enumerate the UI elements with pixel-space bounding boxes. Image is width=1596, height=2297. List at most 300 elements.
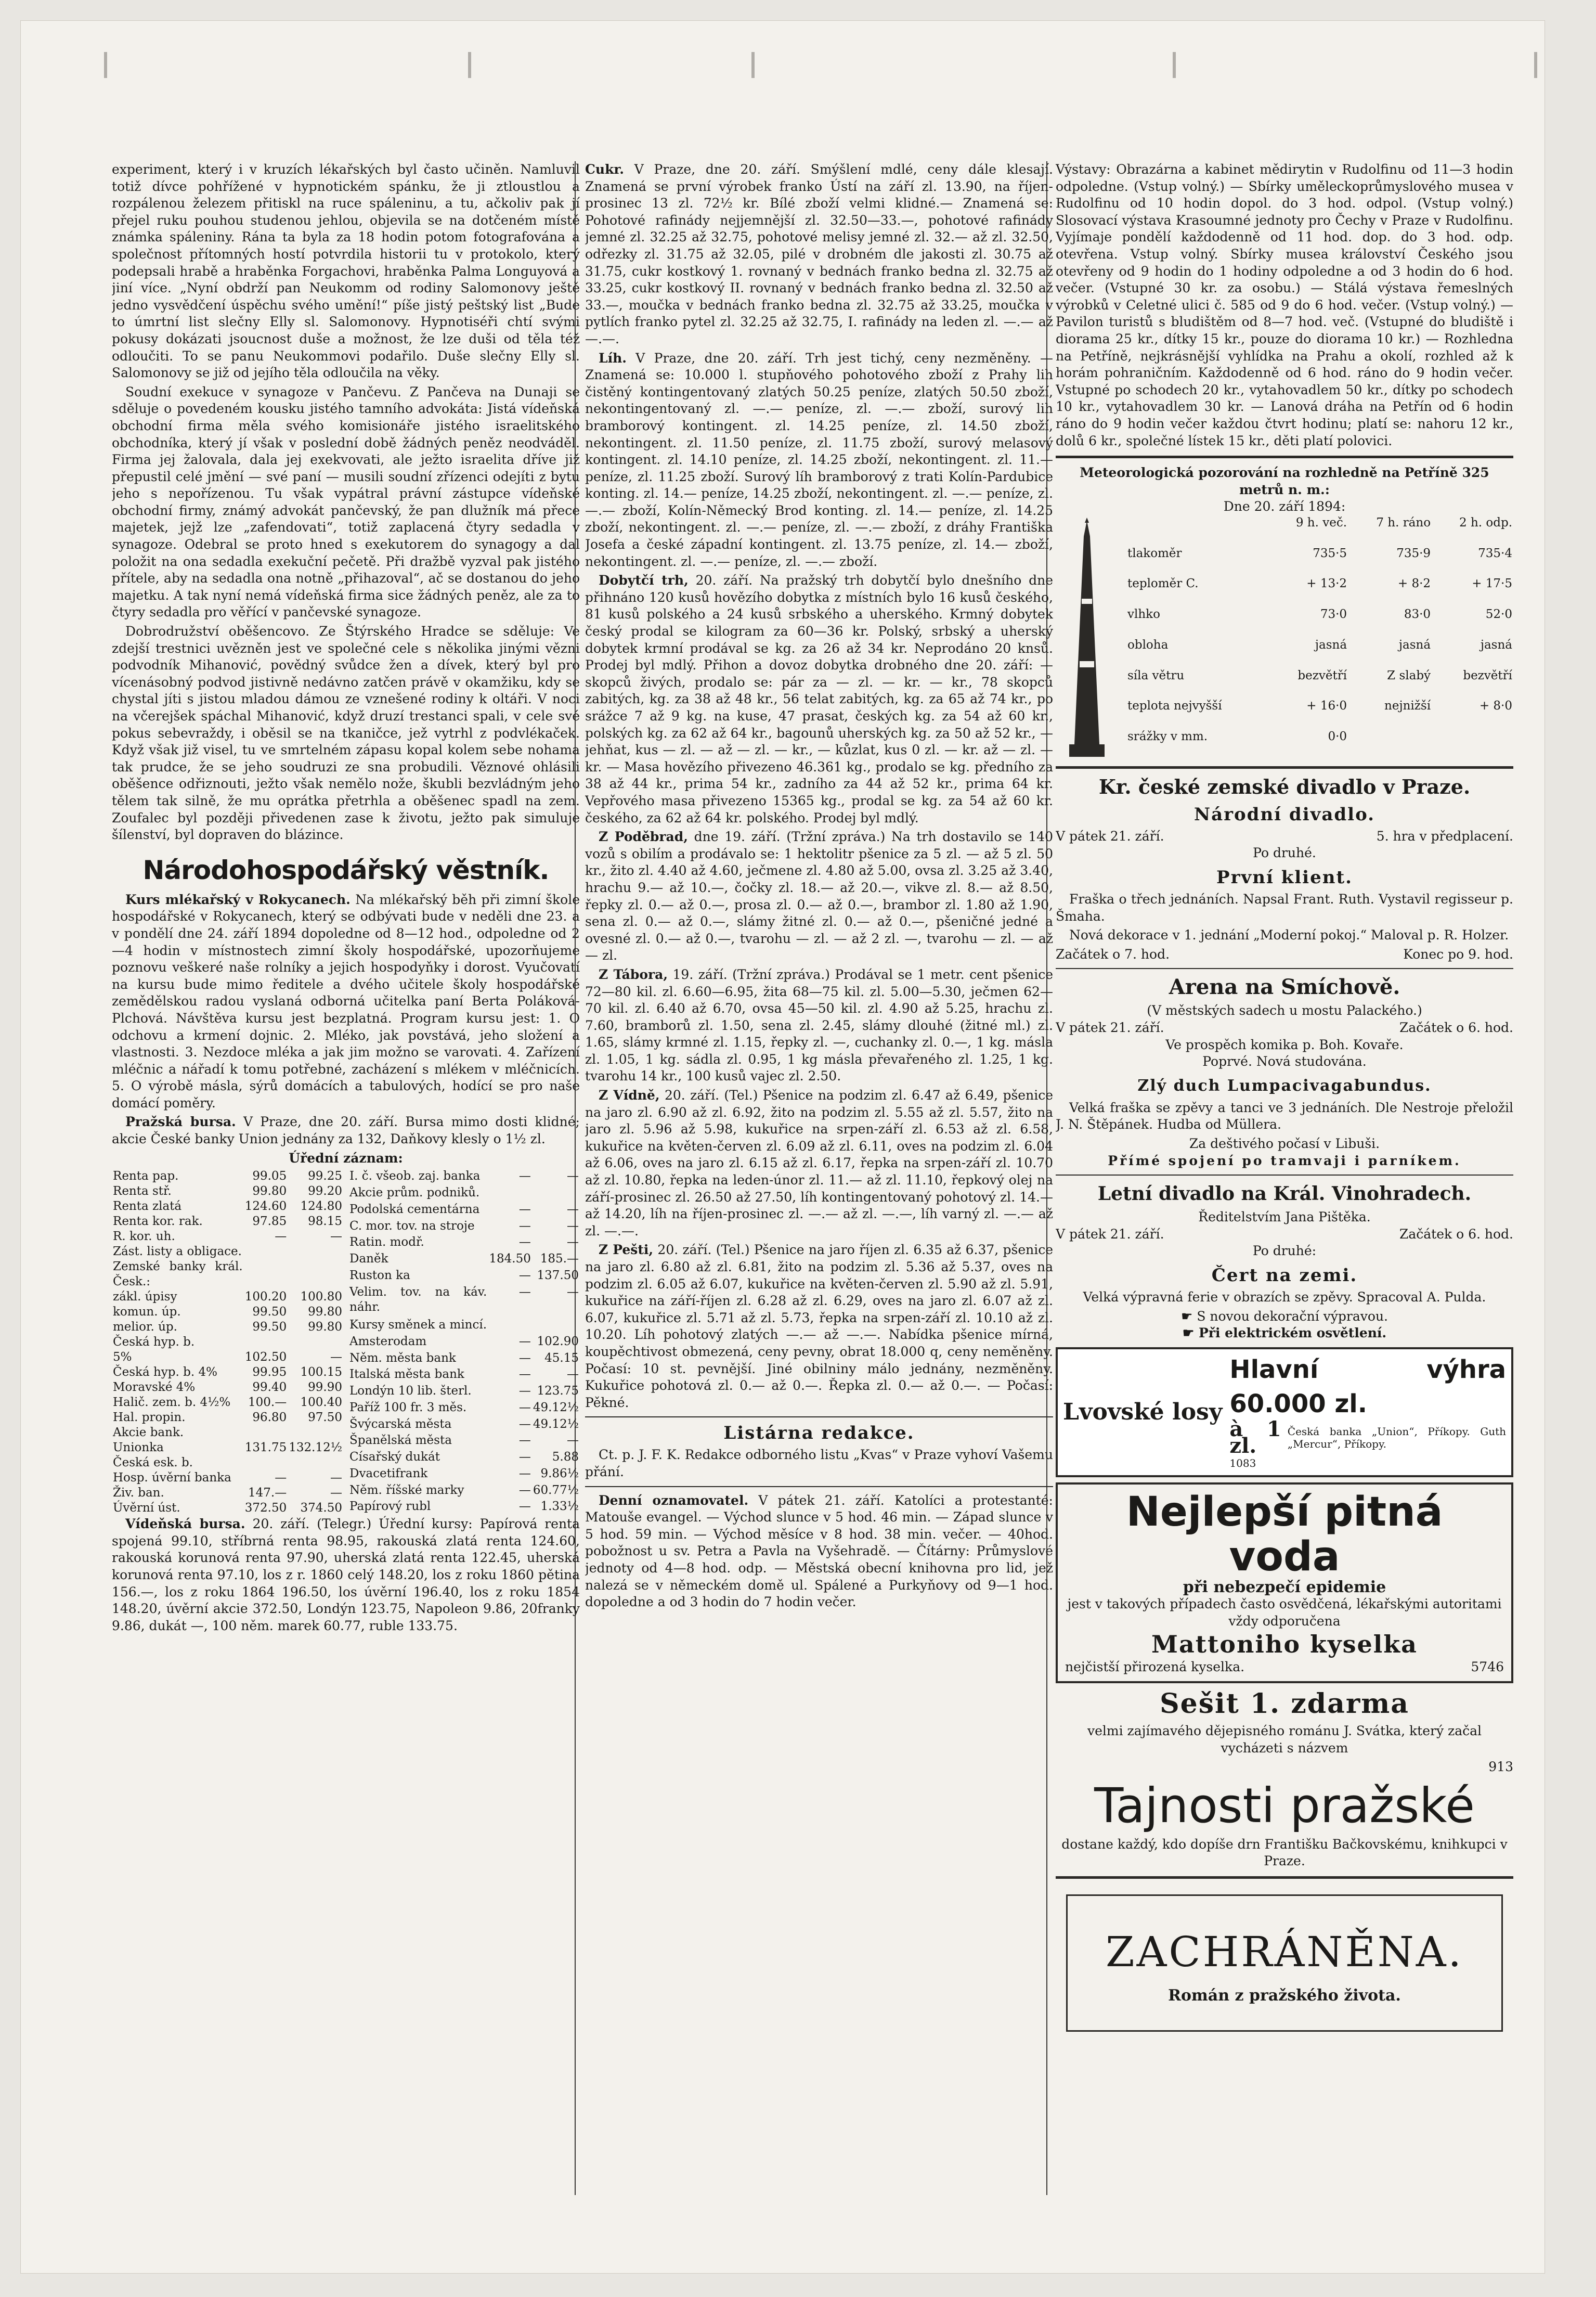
row-value: — xyxy=(518,1202,531,1216)
bursa-row xyxy=(112,1289,343,1305)
bursa-row xyxy=(112,1395,343,1410)
row-label: Císařský dukát xyxy=(349,1450,440,1464)
row-value xyxy=(532,1318,580,1334)
row-label: Podolská cementárna xyxy=(349,1202,480,1216)
row-label: vlhko xyxy=(1127,608,1160,622)
start-time: Začátek o 6. hod. xyxy=(1399,1226,1513,1242)
row-value: 185.— xyxy=(540,1252,579,1266)
zachranena-ad xyxy=(1066,1894,1503,2032)
row-value: 99.05 xyxy=(252,1169,287,1183)
narodni-first: Po druhé. xyxy=(1253,845,1316,861)
bursa-row xyxy=(112,1214,343,1229)
row-value: 99.40 xyxy=(252,1380,287,1395)
row-value xyxy=(244,1244,288,1259)
cert-light-text: Při elektrickém osvětlení. xyxy=(1198,1325,1387,1341)
narodni-title: Národní divadlo. xyxy=(1193,804,1376,825)
row-value: — xyxy=(567,1434,579,1448)
row-label: Moravské 4% xyxy=(113,1380,196,1395)
bursa-row xyxy=(348,1384,580,1400)
row-value: 735·4 xyxy=(1478,546,1512,560)
row-value: 123.75 xyxy=(537,1384,579,1398)
row-label: Kursy směnek a mincí. xyxy=(349,1318,487,1332)
column-2 xyxy=(585,161,1053,2195)
row-label: Renta kor. rak. xyxy=(113,1215,203,1229)
row-label: Akcie bank. xyxy=(113,1426,184,1440)
meteo-row xyxy=(1126,729,1513,760)
row-label: tlakoměr xyxy=(1127,546,1182,560)
row-label: 5% xyxy=(113,1350,132,1364)
bursa-row xyxy=(112,1380,343,1395)
row-label: Španělská města xyxy=(349,1434,452,1448)
row-label: Daněk xyxy=(349,1252,388,1266)
row-value: 9.86½ xyxy=(540,1466,579,1480)
row-label: C. mor. tov. na stroje xyxy=(349,1219,475,1233)
letni-line xyxy=(1056,1226,1513,1243)
row-label: komun. úp. xyxy=(113,1305,181,1319)
row-value: — xyxy=(518,1400,531,1414)
row-value: 99.50 xyxy=(252,1320,287,1334)
section-title: Národohospodářský věstník. xyxy=(142,855,549,885)
narodni-line xyxy=(1056,828,1513,845)
row-value: — xyxy=(518,1450,531,1464)
row-label: Hosp. úvěrní banka xyxy=(113,1471,231,1485)
date-label: V pátek 21. září. xyxy=(1056,1226,1164,1242)
sesit-text: velmi zajímavého dějepisného románu J. Svátka, který začal vycházeti s názvem xyxy=(1087,1723,1482,1756)
row-value: — xyxy=(518,1235,531,1249)
lottery-ad xyxy=(1056,1347,1513,1477)
row-value: — xyxy=(518,1384,531,1398)
lottery-sellers: Česká banka „Union“, Příkopy. Guth „Mercur“, Příkopy. xyxy=(1287,1425,1506,1451)
row-label: srážky v mm. xyxy=(1127,730,1208,744)
row-value: 100.15 xyxy=(300,1365,342,1379)
bursa-row xyxy=(348,1483,580,1500)
bursa-row xyxy=(348,1219,580,1235)
bursa-row xyxy=(348,1334,580,1351)
listarna-text: Ct. p. J. F. K. Redakce odborného listu „Kvas“ v Praze vyhoví Vašemu přání. xyxy=(585,1447,1053,1479)
voda-brand: Mattoniho kyselka xyxy=(1151,1630,1418,1659)
bursa-row xyxy=(112,1410,343,1425)
row-value xyxy=(244,1425,288,1440)
arena-novelty: Poprvé. Nová studována. xyxy=(1202,1054,1367,1069)
row-label: teploměr C. xyxy=(1127,577,1199,591)
bursa-table-left xyxy=(112,1169,343,1516)
row-label: Amsterodam xyxy=(349,1334,427,1348)
date-label: V pátek 21. září. xyxy=(1056,828,1164,844)
cukr-title: Cukr. xyxy=(585,162,624,177)
row-label: Unionka xyxy=(113,1441,164,1455)
bursa-row xyxy=(348,1450,580,1466)
row-value: + 8·2 xyxy=(1397,577,1431,591)
row-value: — xyxy=(275,1230,287,1244)
row-value: + 16·0 xyxy=(1306,699,1347,713)
bursa-row xyxy=(112,1259,343,1289)
row-label: Ruston ka xyxy=(349,1268,410,1282)
zly-text: Velká fraška se zpěvy a tanci ve 3 jednáních. Dle Nestroje přeložil J. N. Štěpánek. Hudba od Müllera. xyxy=(1056,1100,1513,1132)
bursa-row xyxy=(348,1499,580,1516)
row-value: — xyxy=(330,1471,342,1485)
row-value: — xyxy=(567,1367,579,1382)
prvni-time xyxy=(1056,946,1513,963)
row-value: 99.90 xyxy=(308,1380,342,1395)
bursa-row xyxy=(112,1229,343,1244)
letni-sub: Ředitelstvím Jana Pištěka. xyxy=(1198,1209,1371,1225)
row-value: 52·0 xyxy=(1485,608,1512,622)
row-label: teplota nejvyšší xyxy=(1127,699,1222,713)
arena-sub: (V městských sadech u mostu Palackého.) xyxy=(1147,1003,1422,1018)
start-time: Začátek o 6. hod. xyxy=(1399,1020,1513,1036)
row-label: I. č. všeob. zaj. banka xyxy=(349,1169,481,1183)
row-value: — xyxy=(518,1334,531,1348)
pest-text: 20. září. (Tel.) Pšenice na jaro říjen zl. 6.35 až 6.37, pšenice na jaro zl. 6.80 až zl. 6.81, žito na podzim zl. 5.36 až 5.37, oves na podzim zl. 6.05 až 6.07, kukuřice na květen-červen zl. 5.90 až zl. 5.91, kukuřice na září-říjen zl. 6.28 až zl. 6.29, oves na jaro zl. 6.07 až zl. 6.07, kukuřice zl. 5.71 až zl. 5.73, řepka na srpen-září zl. 10.10 až zl. 10.20. Líh pohotový zlatých —.— až —.—. Nabídka pšenice mírná, koupěchtivost obmezená, ceny pevny, obrat 18.000 q, ceny neměněny. Počasí: 10 st. pevnější. Jiné obilniny málo jednány, nezměněny. Kukuřice pohotová zl. 0.— až 0.—. Řepka zl. 0.— až 0.—. — Počasí: Pěkné. xyxy=(585,1242,1053,1410)
row-label: Zemské banky král. Česk.: xyxy=(113,1260,243,1289)
podebrad-text: dne 19. září. (Tržní zpráva.) Na trh dostavilo se 140 vozů s obilím a prodávalo se: 1 hektolitr pšenice za 5 zl. — až 5 zl. 50 kr., žito zl. 4.40 až 4.60, ječmene zl. 4.80 až 5.00, ovsa zl. 3.25 až 3.40, hrachu 9.— až 10.—, čočky zl. 18.— až 20.—, vikve zl. 8.— až 8.50, řepky zl. 0.— až 0.—, prosa zl. 0.— až 0.—, brambor zl. 1.80 až 1.90, sena zl. 0.— až 0.—, slámy žitné zl. 0.— až 0.—, pšeničné jedné a ovesné zl. 0.— až 0.—, tvarohu — zl. — až 2 zl. —, tvarohu — zl. — až — zl. xyxy=(585,829,1053,963)
bursa-row xyxy=(348,1251,580,1268)
row-value: — xyxy=(518,1466,531,1480)
row-value: — xyxy=(567,1219,579,1233)
row-value: — xyxy=(518,1483,531,1497)
bursa-row xyxy=(112,1335,343,1350)
cukr-text: V Praze, dne 20. září. Smýšlení mdlé, ceny dále klesají. Znamená se první výrobek franko Ústí na září zl. 13.90, na říjen-prosinec 13 zl. 72½ kr. Bílé zboží velmi klidné.— Znamená se: Pohotové rafinády nejjemnější zl. 32.50—33.—, pohotové rafinády jemné zl. 32.25 až 32.75, pohotové melisy jemné zl. 32.— až zl. 32.50, odřezky zl. 31.75 až 32.05, pilé v drobném dle jakosti zl. 30.75 až 31.75, cukr kostkový 1. rovnaný v bednách franko bedna zl. 32.75 až 33.25, cukr kostkový II. rovnaný v bednách franko bedna zl. 32.50 až 33.—, moučka v bednách franko bedna zl. 32.75 až 33.25, moučka v pytlích franko pytel zl. 32.25 až 32.75, I. rafinády na leden zl. —.— až —.—. xyxy=(585,162,1053,346)
sesit-title: Sešit 1. zdarma xyxy=(1160,1687,1409,1720)
divadlo-title: Kr. české zemské divadlo v Praze. xyxy=(1098,775,1471,798)
bursa-row xyxy=(348,1235,580,1251)
bursa-row xyxy=(348,1185,580,1202)
voda-sub1: při nebezpečí epidemie xyxy=(1183,1578,1386,1596)
row-label: Velim. tov. na káv. náhr. xyxy=(349,1285,487,1314)
bursa-title: Pražská bursa. xyxy=(125,1114,236,1130)
bursa-row xyxy=(112,1320,343,1335)
row-value: 73·0 xyxy=(1320,608,1347,622)
row-label: Londýn 10 lib. šterl. xyxy=(349,1384,472,1398)
lottery-price: à 1 zl. xyxy=(1229,1416,1281,1459)
letni-title: Letní divadlo na Král. Vinohradech. xyxy=(1097,1183,1472,1205)
column-1 xyxy=(112,161,580,2195)
voda-sub2: jest v takových případech často osvědčená, lékařskými autoritami vždy odporučena xyxy=(1067,1596,1502,1629)
bursa-table-right xyxy=(348,1169,580,1516)
row-value: 49.12½ xyxy=(533,1417,579,1431)
row-value: — xyxy=(330,1350,342,1364)
row-value: 100.40 xyxy=(300,1396,342,1410)
page-edge-mark xyxy=(1534,52,1537,78)
row-label: Renta stř. xyxy=(113,1184,172,1198)
row-value: — xyxy=(567,1285,579,1299)
dobytci-text: 20. září. Na pražský trh dobytčí bylo dnešního dne přihnáno 120 kusů hovězího dobytka z místních bylo 16 kusů českého, 81 kusů polského a 24 kusů srbského a uherského. Krmný dobytek český prodal se kilogram za 60—36 kr. Polský, srbský a uherský dobytek krmní prodával se kg. za 26 až 34 kr. Neprodáno 20 knsů. Prodej byl mdlý. Přihon a dovoz dobytka drobného dne 20. září: — skopců živých, prodalo se: pár za — zl. — kr. — kr., 78 skopců zabitých, kg. za 38 až 48 kr., 56 telat zabitých, kg. za 65 až 74 kr., po srážce 7 až 9 kg. na kuse, 47 prasat, českých kg. za 54 až 60 kr., polských kg. za 62 až 64 kr., bagounů uherských kg. za 50 až 52 kr., — jehňat, kus — zl. — až — zl. — kr., — kůzlat, kus 0 zl. — kr. až — zl. — kr. — Masa hovězího přivezeno 46.361 kg., prodalo se kg. předního za 38 až 44 kr., prima 54 kr., zadního za 44 až 52 kr., prima 64 kr. Vepřového masa přivezeno 15365 kg., prodal se kg. za 54 až 60 kr. českého, za 62 až 64 kr. polského. Prodej byl mdlý. xyxy=(585,573,1053,825)
row-label: Papírový rubl xyxy=(349,1500,431,1514)
bursa-row xyxy=(348,1285,580,1318)
bursa-row xyxy=(112,1470,343,1486)
row-value: — xyxy=(518,1434,531,1448)
row-value: 99.80 xyxy=(308,1320,342,1334)
row-value: 137.50 xyxy=(537,1268,579,1282)
row-value: 97.85 xyxy=(252,1215,287,1229)
meteo-row xyxy=(1126,668,1513,699)
row-value: — xyxy=(518,1417,531,1431)
lih-title: Líh. xyxy=(599,350,627,366)
page-edge-mark xyxy=(1173,52,1176,78)
zly-spojeni: Přímé spojení po tramvaji i parníkem. xyxy=(1108,1153,1461,1168)
row-value: jasná xyxy=(1398,638,1431,652)
bursa-row xyxy=(348,1202,580,1219)
bursa-row xyxy=(112,1169,343,1184)
page-edge-mark xyxy=(468,52,471,78)
row-value xyxy=(488,1185,531,1202)
petrin-tower-illustration xyxy=(1056,515,1118,760)
column-3 xyxy=(1056,161,1513,2195)
row-value: — xyxy=(567,1202,579,1216)
row-value: — xyxy=(518,1268,531,1282)
voda-foot: nejčistší přirozená kyselka. xyxy=(1065,1659,1245,1675)
zly-title: Zlý duch Lumpacivagabundus. xyxy=(1137,1076,1432,1095)
row-value: 147.— xyxy=(248,1486,287,1500)
row-value: 184.50 xyxy=(489,1252,531,1266)
row-value xyxy=(244,1335,288,1350)
viden-title: Z Vídně, xyxy=(599,1088,660,1103)
row-value: — xyxy=(567,1235,579,1249)
row-value: 97.50 xyxy=(308,1411,342,1425)
story-paragraph: Soudní exekuce v synagoze v Pančevu. Z Pančeva na Dunaji se sděluje o povedeném kousku jistého tamního advokáta: Jistá vídeňská obchodní firma měla svého komisionáře jistého israelitského obchodníka, který jí však v poslední době žádných peněz neodváděl. Firma jej žalovala, dala jej exekvovati, ale ježto israelita dříve již přepustil celé jmění — své paní — musili soudní zřízenci odejíti z bytu jeho s nepořízenou. Tu však vypátral právní zástupce vídeňské obchodní firmy, známý advokát pančevský, že pan dlužník má přece majetek, jejž lze „zafendovati“, totiž zaplacená čtyry sedadla v synagoze. Odebral se proto hned s exekutorem do synagogy a dal položit na ona sedadla exekuční pečetě. Při dražbě vyzval pak jistého přítele, aby na sedadla ona notně „přihazoval“, ač se dostanou do jeho majetku. A tak nyní nemá vídeňská firma sice žádných peněz, ale za to čtyry sedadla pro věřící v pančevské synagoze. xyxy=(112,384,580,620)
videnska-title: Vídeňská bursa. xyxy=(125,1516,245,1532)
bursa-row xyxy=(348,1351,580,1367)
bursa-row xyxy=(348,1400,580,1417)
row-label: Něm. říšské marky xyxy=(349,1483,464,1497)
lottery-left: Lvovské losy xyxy=(1063,1398,1223,1425)
row-value: 131.75 xyxy=(244,1441,287,1455)
row-label: Akcie prům. podniků. xyxy=(349,1186,480,1199)
lottery-code: 1083 xyxy=(1229,1456,1256,1469)
row-value: — xyxy=(330,1230,342,1244)
zly-note: Za deštivého počasí v Libuši. xyxy=(1189,1136,1380,1151)
bursa-row xyxy=(112,1365,343,1380)
lottery-main: Hlavní výhra 60.000 zl. xyxy=(1229,1354,1506,1418)
bursa-row xyxy=(112,1305,343,1320)
voda-ad xyxy=(1056,1482,1513,1683)
row-label: Hal. propin. xyxy=(113,1411,186,1425)
cert-dekor-text: S novou dekorační výpravou. xyxy=(1197,1308,1389,1324)
tajnosti-title: Tajnosti pražské xyxy=(1094,1777,1475,1834)
bursa-row xyxy=(348,1466,580,1483)
row-value: 60.77½ xyxy=(533,1483,579,1497)
arena-benefit: Ve prospěch komika p. Boh. Kovaře. xyxy=(1165,1037,1404,1052)
bursa-row xyxy=(348,1169,580,1185)
prvni-nova: Nová dekorace v 1. jednání „Moderní pokoj.“ Maloval p. R. Holzer. xyxy=(1069,927,1509,943)
zach-title: ZACHRÁNĚNA. xyxy=(1106,1927,1463,1976)
row-value: + 13·2 xyxy=(1306,577,1347,591)
letni-first: Po druhé: xyxy=(1252,1243,1317,1259)
row-value: — xyxy=(567,1169,579,1183)
denni-text: V pátek 21. září. Katolíci a protestanté: Matouše evangel. — Východ slunce v 5 hod. 46 min. — Západ slunce v 5 hod. 59 min. — Východ měsíce v 8 hod. 38 min. večer. — 40hod. pobožnost u sv. Petra a Pavla na Vyšehradě. — Čítárny: Průmyslové jednoty od 4—8 hod. odp. — Městská obecní knihovna pro lid, jež nalezá se v německém domě ul. Spálené a Purkyňovy od 9—1 hod. dopoledne a od 3 hodin do 7 hodin večer. xyxy=(585,1492,1053,1610)
row-value: 100.80 xyxy=(300,1290,342,1304)
row-value: 102.90 xyxy=(537,1334,579,1348)
voda-code: 5746 xyxy=(1471,1659,1504,1675)
row-label: Dvacetifrank xyxy=(349,1466,428,1480)
row-value xyxy=(288,1244,343,1259)
meteo-date: Dne 20. září 1894: xyxy=(1223,499,1346,514)
row-value xyxy=(288,1455,343,1470)
videnska-text: 20. září. (Telegr.) Úřední kursy: Papírová renta spojená 99.10, stříbrná renta 98.95, rakouská zlatá renta 124.60, rakouská korunová renta 97.90, uherská zlatá renta 122.45, uherská korunová renta 97.10, los z r. 1860 celý 148.20, los z roku 1860 pětina 156.—, los z roku 1864 196.50, los úvěrní 196.40, los z roku 1854 148.20, úvěrní akcie 372.50, Londýn 123.75, Napoleon 9.86, 20franky 9.86, dukát —, 100 něm. marek 60.77, ruble 133.75. xyxy=(112,1516,580,1633)
bursa-row xyxy=(112,1455,343,1470)
row-value: 99.80 xyxy=(252,1184,287,1198)
row-label: obloha xyxy=(1127,638,1169,652)
meteo-row xyxy=(1126,638,1513,668)
row-label: Italská města bank xyxy=(349,1367,464,1382)
row-label: Česká hyp. b. xyxy=(113,1335,195,1349)
row-value: 124.60 xyxy=(244,1199,287,1214)
row-value xyxy=(532,1185,580,1202)
row-value xyxy=(288,1335,343,1350)
row-label: zákl. úpisy xyxy=(113,1290,177,1304)
row-value: — xyxy=(518,1367,531,1382)
story-paragraph: experiment, který i v kruzích lékařských byl často učiněn. Namluvil totiž dívce pohřížené v hypnotickém spánku, že ji ztloustlou a rozpálenou železem přitiskl na ruce spáleninu, a tu, ačkoliv pak jí přejel ruku pouhou studenou jehlou, objevila se na dotčeném místě známka spáleniny. Rána ta byla za 18 hodin potom fotografována a společnost přítomných hostí potvrdila historii tu v protokolo, který podepsali hrabě a hraběnka Forgachovi, hraběnka Palma Longuyová a jiní více. „Nyní obdrží pan Neukomm od rodiny Salomonovy ještě jedno vysvědčení úspěchu svého umění!“ píše jistý peštský list „Bude to úmrtní list slečny Elly sl. Salomonovy. Hypnotiséři chtí svými pokusy dokázati jsoucnost duše a možnost, že lze duši od těla též odloučiti. To se panu Neukommovi podařilo. Duše slečny Elly sl. Salomonovy se již od jejího těla odloučila na věky. xyxy=(112,162,580,381)
row-label: síla větru xyxy=(1127,668,1185,682)
podebrad-title: Z Poděbrad, xyxy=(599,829,688,845)
prvni-text: Fraška o třech jednáních. Napsal Frant. Ruth. Vystavil regisseur p. Šmaha. xyxy=(1056,892,1513,924)
row-value xyxy=(244,1259,288,1289)
cert-dekor: ☛ S novou dekorační výpravou. xyxy=(1180,1308,1389,1324)
viden-text: 20. září. (Tel.) Pšenice na podzim zl. 6.47 až 6.49, pšenice na jaro zl. 6.90 až zl. 6.92, žito na podzim zl. 5.55 až zl. 5.57, žito na jaro zl. 5.96 až 5.98, kukuřice na srpen-září zl. 6.53 až zl. 6.58, kukuřice na květen-červen zl. 6.09 až zl. 6.11, oves na podzim zl. 6.04 až 6.06, oves na jaro zl. 6.15 až zl. 6.17, řepka na srpen-září zl. 10.70 až zl. 10.80, řepka na leden-únor zl. 11.— až zl. 11.10, řepkový olej na září-prosinec zl. 26.50 až 27.50, líh kontingentovaný pohotový zl. 14.— až 14.20, líh na říjen-prosinec zl. —.— až zl. —.—, líh varný zl. —.— až zl. —.—. xyxy=(585,1088,1053,1238)
row-label: Ratin. modř. xyxy=(349,1235,424,1249)
row-value: 1.33½ xyxy=(540,1500,579,1514)
bursa-row xyxy=(348,1417,580,1434)
row-value: — xyxy=(518,1500,531,1514)
row-value: jasná xyxy=(1315,638,1347,652)
row-value: 99.20 xyxy=(308,1184,342,1198)
row-value: 0·0 xyxy=(1328,730,1347,744)
row-value xyxy=(288,1259,343,1289)
bursa-row xyxy=(112,1486,343,1501)
row-value: 102.50 xyxy=(244,1350,287,1364)
bursa-row xyxy=(112,1184,343,1199)
subscription-label: 5. hra v předplacení. xyxy=(1376,828,1513,844)
row-label: Paříž 100 fr. 3 měs. xyxy=(349,1400,467,1414)
row-value: + 17·5 xyxy=(1472,577,1512,591)
bursa-row xyxy=(112,1350,343,1365)
row-label: Švýcarská města xyxy=(349,1417,452,1431)
row-value: 96.80 xyxy=(252,1411,287,1425)
bursa-text: V Praze, dne 20. září. Bursa mimo dosti klidné; akcie České banky Union jednány za 132, Daňkovy klesly o 1½ zl. xyxy=(112,1114,580,1147)
row-label: Něm. města bank xyxy=(349,1351,456,1365)
row-value xyxy=(288,1425,343,1440)
zach-sub: Román z pražského života. xyxy=(1168,1986,1401,2005)
bursa-row xyxy=(112,1244,343,1259)
row-value: bezvětří xyxy=(1463,668,1512,682)
bursa-row xyxy=(348,1367,580,1384)
row-value: 735·5 xyxy=(1313,546,1347,560)
row-label: Úvěrní úst. xyxy=(113,1501,180,1515)
bursa-row xyxy=(112,1440,343,1455)
cert-text: Velká výpravná ferie v obrazích se zpěvy. Spracoval A. Pulda. xyxy=(1083,1289,1486,1305)
arena-title: Arena na Smíchově. xyxy=(1169,975,1400,1000)
bursa-row xyxy=(112,1501,343,1516)
row-label: Česká esk. b. xyxy=(113,1456,193,1470)
row-value xyxy=(488,1318,531,1334)
meteo-header: 7 h. ráno xyxy=(1376,515,1431,530)
kurs-title: Kurs mlékařský v Rokycanech. xyxy=(125,892,351,907)
tabor-title: Z Tábora, xyxy=(599,966,668,982)
cert-light: ☛ Při elektrickém osvětlení. xyxy=(1182,1325,1387,1341)
vystavy-text: Výstavy: Obrazárna a kabinet mědirytin v Rudolfinu od 11—3 hodin odpoledne. (Vstup volný.) — Sbírky uměleckoprůmyslového musea v Rudolfinu od 10 hodin dopol. do 3 hod. odpol. (Vstup volný.) Slosovací výstava Krasoumné jednoty pro Čechy v Praze v Rudolfinu. Vyjímaje pondělí každodenně od 11 hod. dop. do 3 hod. odp. otevřena. Vstup volný. Sbírky musea království Českého jsou otevřeny od 9 hodin do 1 hodiny odpoledne a od 3 hodin do 6 hod. večer. (Vstupné 30 kr. za osobu.) — Stálá výstava řemeslných výrobků v Celetné ulici č. 585 od 9 do 6 hod. večer. (Vstup volný.) — Pavilon turistů s bludištěm od 8—7 hod. več. (Vstupné do bludiště i diorama 25 kr., dítky 15 kr., pouze do diorama 10 kr.) — Rozhledna na Petříně, nejkrásnější vyhlídka na Prahu a okolí, rozhled až k horám pohraničním. Každodenně od 6 hod. ráno do 9 hodin večer. Vstupné po schodech 20 kr., vytahovadlem 50 kr., dítky po schodech 10 kr., vytahovadlem 30 kr. — Lanová dráha na Petřín od 6 hodin ráno do 9 hodin večer každou čtvrt hodinu; platí se: nahoru 12 kr., dolů 6 kr., společné lístek 15 kr., děti platí polovici. xyxy=(1056,162,1513,448)
meteo-table xyxy=(1126,515,1513,760)
newspaper-page xyxy=(21,21,1545,2273)
meteo-row xyxy=(1126,607,1513,638)
row-value: 132.12½ xyxy=(289,1441,342,1455)
denni-title: Denní oznamovatel. xyxy=(599,1492,749,1508)
meteo-row xyxy=(1126,546,1513,577)
bursa-row xyxy=(112,1425,343,1440)
row-value: — xyxy=(275,1471,287,1485)
row-label: Renta pap. xyxy=(113,1169,179,1183)
page-edge-mark xyxy=(751,52,755,78)
lih-text: V Praze, dne 20. září. Trh jest tichý, ceny nezměněny. — Znamená se: 10.000 l. stupňového pohotového zboží z Prahy lih čistěný kontingentovaný zlatých 50.25 peníze, zlatých 50.50 zboží, nekontingentovaný zl. —.— peníze, zl. —.— zboží, surový lih bramborový kontingent. zl. 14.25 peníze, zl. 14.50 zboží, nekontingent. zl. 11.50 peníze, zl. 11.75 zboží, surový melasový kontingent. zl. 14.10 peníze, zl. 14.25 zboží, nekontingent. zl. 11.— peníze, zl. 11.25 zboží. Surový líh bramborový z trati Kolín-Pardubice konting. zl. 14.— peníze, 14.25 zboží, nekontingent. zl. —.— peníze, zl. —.— zboží, Kolín-Německý Brod konting. zl. 14.— peníze, zl. 14.25 zboží, nekontingent. zl. —.— peníze, zl. —.— zboží, z dráhy Františka Josefa a české západní kontingent. zl. 13.75 peníze, zl. 14.— zboží, nekontingent. zl. —.— peníze, zl. —.— zboží. xyxy=(585,350,1053,569)
row-label: Halič. zem. b. 4½% xyxy=(113,1396,231,1410)
date-label: V pátek 21. září. xyxy=(1056,1020,1164,1036)
row-value: 124.80 xyxy=(300,1199,342,1214)
tajnosti-foot: dostane každý, kdo dopíše drn Františku Bačkovskému, knihkupci v Praze. xyxy=(1061,1836,1508,1869)
row-value: nejnižší xyxy=(1384,699,1431,713)
row-value: 735·9 xyxy=(1396,546,1431,560)
row-label: melior. úp. xyxy=(113,1320,177,1334)
pest-title: Z Pešti, xyxy=(599,1242,654,1258)
listarna-title: Listárna redakce. xyxy=(723,1423,915,1444)
meteo-row xyxy=(1126,576,1513,607)
row-label: Česká hyp. b. 4% xyxy=(113,1365,217,1379)
bursa-tables xyxy=(112,1169,580,1516)
row-value xyxy=(244,1455,288,1470)
dobytci-title: Dobytčí trh, xyxy=(599,573,689,588)
row-label: R. kor. uh. xyxy=(113,1230,175,1244)
bursa-row xyxy=(348,1433,580,1450)
row-value: — xyxy=(518,1169,531,1183)
row-value: 100.— xyxy=(248,1396,287,1410)
tabor-text: 19. září. (Tržní zpráva.) Prodával se 1 metr. cent pšenice 72—80 kil. zl. 6.60—6.95, žita 68—75 kil. zl. 5.00—5.30, ječmen 62—70 kil. zl. 6.40 až 6.70, ovsa 45—50 kil. zl. 4.90 až 5.25, hrachu zl. 7.60, bramborů zl. 1.50, sena zl. 2.45, slámy dlouhé (žitné ml.) zl. 1.65, slámy krmné zl. 1.15, řepky zl. —, cuchanky zl. 0.—, 1 kg. másla zl. 1.05, 1 kg. sádla zl. 0.95, 1 kg másla převařeného zl. 1.25, 1 kg. tvarohu 14 kr., 100 kusů vajec zl. 2.50. xyxy=(585,966,1053,1084)
row-value: 98.15 xyxy=(308,1215,342,1229)
meteo-title: Meteorologická pozorování na rozhledně na Petříně 325 metrů n. m.: xyxy=(1080,465,1489,497)
row-value: — xyxy=(518,1285,531,1299)
row-value: 5.88 xyxy=(552,1450,579,1464)
row-value: — xyxy=(518,1351,531,1365)
row-label: Živ. ban. xyxy=(113,1486,164,1500)
zaznam-title: Úřední záznam: xyxy=(289,1150,403,1166)
end-time: Konec po 9. hod. xyxy=(1403,946,1513,962)
row-value: 45.15 xyxy=(544,1351,579,1365)
row-value: bezvětří xyxy=(1297,668,1347,682)
meteo-block xyxy=(1056,515,1513,760)
row-value xyxy=(1348,729,1432,760)
cert-title: Čert na zemi. xyxy=(1211,1264,1358,1286)
row-value: 372.50 xyxy=(244,1501,287,1515)
row-value: Z slabý xyxy=(1387,668,1431,682)
row-label: Zást. listy a obligace. xyxy=(113,1245,242,1259)
page-edge-mark xyxy=(104,52,107,78)
story-paragraph: Dobrodružství oběšencovo. Ze Štýrského Hradce se sděluje: Ve zdejší trestnici uvězněn jest ve společné cele s několika jinými vězni podvodník Mihanović, povědný svůdce žen a dívek, který byl pro vícenásobný podvod jistivně nedávno zatčen právě v okamžiku, kdy se chystal jíti s jistou mladou dámou ze vznešené rodiny k oltáři. V noci na včerejšek spáchal Mihanović, když druzí trestanci spali, v cele své pokus sebevraždy, i oběsil se na tkaničce, jež vytrhl z podvlékaček. Když však již visel, tu ve smrtelném zápasu kopal kolem sebe nohama tak prudce, že se jeho soudruzi ze sna probudili. Věznové ohlásili oběšence odřiznouti, ježto však nemělo nože, škubli bezvládným jeho tělem tak silně, že mu oprátka přetrhla a oběšenec spadl na zem. Zoufalec byl později přivedenen zase k životu, ježto pak simuluje šílenství, byl dopraven do blázince. xyxy=(112,624,580,843)
row-value: 99.50 xyxy=(252,1305,287,1319)
row-value: 49.12½ xyxy=(533,1400,579,1414)
row-value: jasná xyxy=(1480,638,1512,652)
meteo-header-row xyxy=(1126,515,1513,546)
bursa-row xyxy=(348,1268,580,1285)
row-value: 83·0 xyxy=(1404,608,1431,622)
row-value: 99.25 xyxy=(308,1169,342,1183)
sesit-code: 913 xyxy=(1488,1759,1513,1775)
row-value: — xyxy=(330,1486,342,1500)
start-time: Začátek o 7. hod. xyxy=(1056,946,1170,962)
arena-line xyxy=(1056,1020,1513,1037)
meteo-row xyxy=(1126,699,1513,729)
row-value: 374.50 xyxy=(300,1501,342,1515)
row-value: + 8·0 xyxy=(1479,699,1512,713)
bursa-row xyxy=(348,1318,580,1334)
row-value: 99.95 xyxy=(252,1365,287,1379)
prvni-title: První klient. xyxy=(1216,867,1353,888)
